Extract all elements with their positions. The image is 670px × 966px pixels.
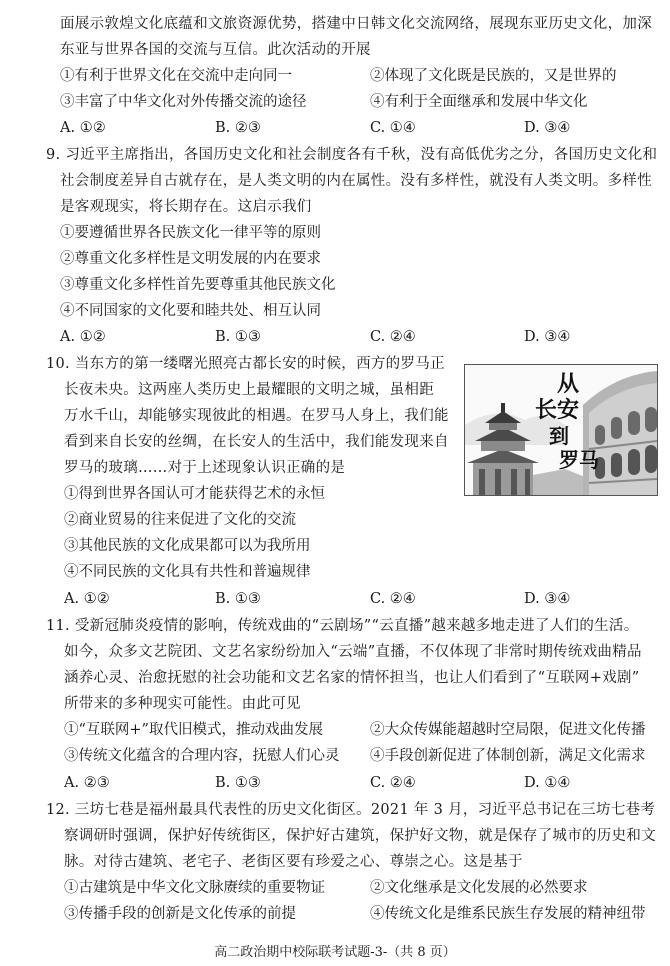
q10-choice-c: C. ②④ — [370, 591, 416, 607]
q9-choice-c: C. ②④ — [370, 329, 416, 345]
page-footer: 高二政治期中校际联考试题-3-（共 8 页） — [214, 945, 456, 960]
q11-choice-b: B. ①③ — [215, 775, 261, 791]
q10-statement-2: ②商业贸易的往来促进了文化的交流 — [64, 512, 296, 528]
q9-statement-3: ③尊重文化多样性首先要尊重其他民族文化 — [60, 277, 336, 293]
q11-statement-1: ①“互联网+”取代旧模式，推动戏曲发展 — [64, 722, 323, 738]
q10-statement-4: ④不同民族的文化具有共性和普遍规律 — [64, 564, 311, 580]
q10-choice-a: A. ①② — [64, 591, 110, 607]
changan-rome-illustration — [464, 364, 658, 496]
q11-statement-4: ④手段创新促进了体制创新，满足文化需求 — [370, 748, 646, 764]
q8-choice-a: A. ①② — [60, 120, 106, 136]
q9-statement-4: ④不同国家的文化要和睦共处、相互认同 — [60, 303, 321, 319]
q8-statement-4: ④有利于全面继承和发展中华文化 — [370, 94, 588, 110]
q9-choice-d: D. ③④ — [524, 329, 571, 345]
q10-statement-3: ③其他民族的文化成果都可以为我所用 — [64, 538, 311, 554]
q9-stem-line-3: 是客观现实，将长期存在。这启示我们 — [60, 199, 312, 215]
illustration-text-2: 长安 — [535, 397, 580, 423]
q11-stem-line-1: 11. 受新冠肺炎疫情的影响，传统戏曲的“云剧场”“云直播”越来越多地走进了人们的生活。 — [46, 618, 639, 634]
q10-stem-line-3: 万水千山，却能够实现彼此的相遇。在罗马人身上，我们能 — [64, 408, 449, 424]
q8-choice-d: D. ③④ — [524, 120, 571, 136]
q9-stem-line-2: 社会制度差异自古就存在，是人类文明的内在属性。没有多样性，就没有人类文明。多样性 — [60, 173, 652, 189]
q9-statement-2: ②尊重文化多样性是文明发展的内在要求 — [60, 251, 321, 267]
q12-stem-line-2: 察调研时强调，保护好传统街区，保护好古建筑，保护好文物，就是保存了城市的历史和文 — [64, 828, 656, 844]
pagoda-icon — [467, 403, 539, 495]
q12-statement-2: ②文化继承是文化发展的必然要求 — [370, 880, 588, 896]
q12-stem-line-3: 脉。对待古建筑、老宅子、老街区要有珍爱之心、尊崇之心。这是基于 — [64, 854, 523, 870]
q11-choice-a: A. ②③ — [64, 775, 110, 791]
q11-choice-d: D. ①④ — [524, 775, 571, 791]
q8-choice-b: B. ②③ — [215, 120, 261, 136]
q10-stem-line-5: 罗马的玻璃……对于上述现象认识正确的是 — [64, 460, 346, 476]
q11-statement-2: ②大众传媒能超越时空局限，促进文化传播 — [370, 722, 646, 738]
q8-statement-3: ③丰富了中华文化对外传播交流的途径 — [60, 94, 307, 110]
q9-choice-b: B. ①③ — [215, 329, 261, 345]
q8-stem-line-1: 面展示敦煌文化底蕴和文旅资源优势，搭建中日韩文化交流网络，展现东亚历史文化，加深 — [60, 16, 652, 32]
illustration-text-3: 到 — [549, 424, 569, 448]
q10-stem-line-2: 长夜未央。这两座人类历史上最耀眼的文明之城，虽相距 — [64, 382, 434, 398]
q9-stem-line-1: 9. 习近平主席指出，各国历史文化和社会制度各有千秋，没有高低优劣之分，各国历史文化和 — [46, 147, 658, 163]
q9-statement-1: ①要遵循世界各民族文化一律平等的原则 — [60, 225, 321, 241]
q8-statement-2: ②体现了文化既是民族的，又是世界的 — [370, 68, 617, 84]
q10-stem-line-1: 10. 当东方的第一缕曙光照亮古都长安的时候，西方的罗马正 — [46, 356, 445, 372]
q12-statement-4: ④传统文化是维系民族生存发展的精神纽带 — [370, 906, 646, 922]
q10-statement-1: ①得到世界各国认可才能获得艺术的永恒 — [64, 486, 325, 502]
q9-choice-a: A. ①② — [60, 329, 106, 345]
q12-stem-line-1: 12. 三坊七巷是福州最具代表性的历史文化街区。2021 年 3 月，习近平总书记在三坊七巷考 — [46, 802, 656, 818]
q12-statement-1: ①古建筑是中华文化文脉赓续的重要物证 — [64, 880, 325, 896]
illustration-text-1: 从 — [557, 371, 580, 397]
q11-stem-line-4: 所带来的多种现实可能性。由此可见 — [64, 696, 301, 712]
q11-choice-c: C. ②④ — [370, 775, 416, 791]
q8-choice-c: C. ①④ — [370, 120, 416, 136]
q11-stem-line-3: 涵养心灵、治愈抚慰的社会功能和文艺名家的情怀担当，也让人们看到了“互联网+戏剧” — [64, 670, 640, 686]
colosseum-icon — [583, 371, 657, 495]
illustration-text-4: 罗马 — [559, 448, 599, 472]
q8-statement-1: ①有利于世界文化在交流中走向同一 — [60, 68, 292, 84]
q11-stem-line-2: 如今，众多文艺院团、文艺名家纷纷加入“云端”直播，不仅体现了非常时期传统戏曲精品 — [64, 644, 642, 660]
q10-stem-line-4: 看到来自长安的丝绸，在长安人的生活中，我们能发现来自 — [64, 434, 449, 450]
q10-choice-b: B. ①③ — [215, 591, 261, 607]
q11-statement-3: ③传统文化蕴含的合理内容，抚慰人们心灵 — [64, 748, 340, 764]
q12-statement-3: ③传播手段的创新是文化传承的前提 — [64, 906, 296, 922]
q10-choice-d: D. ③④ — [524, 591, 571, 607]
q8-stem-line-2: 东亚与世界各国的交流与互信。此次活动的开展 — [60, 42, 371, 58]
illustration-svg — [465, 365, 657, 495]
